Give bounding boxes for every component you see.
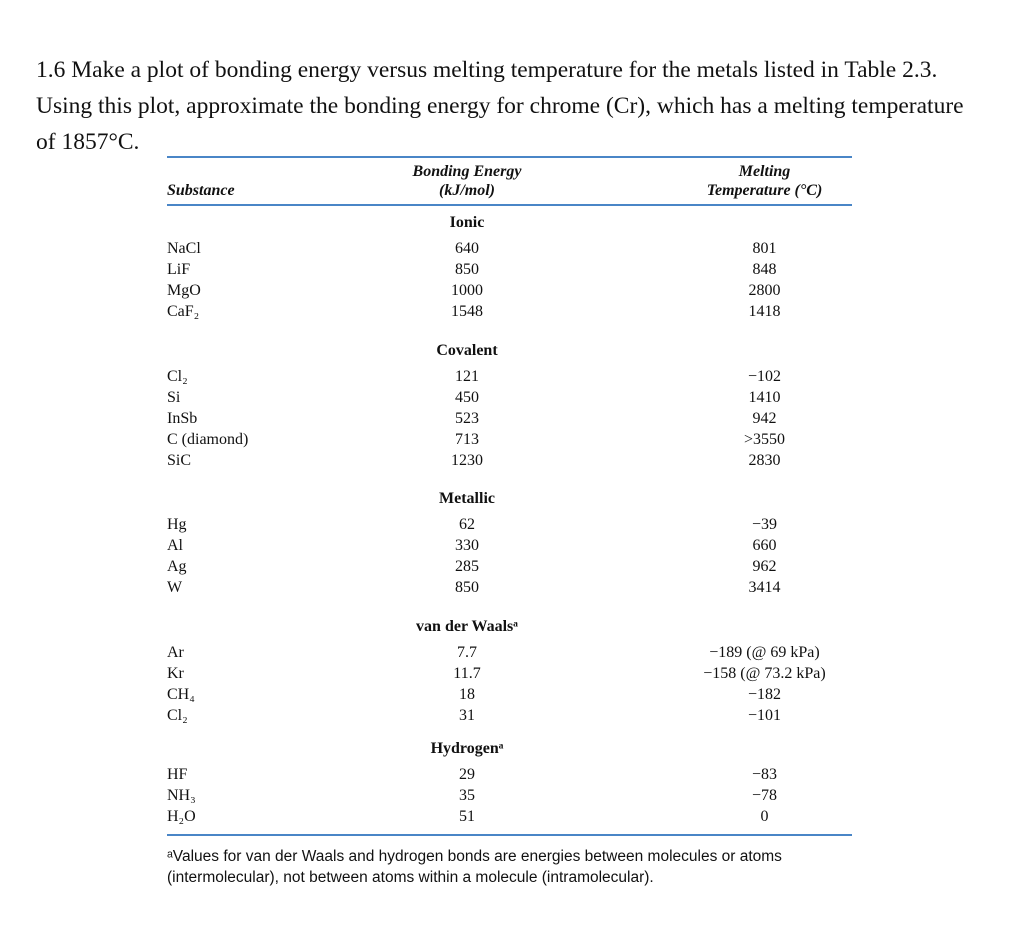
cell-substance: Ar <box>167 644 184 661</box>
cell-bonding-energy: 330 <box>455 537 479 554</box>
footnote-line-1: ᵃValues for van der Waals and hydrogen bonds are energies between molecules or atoms <box>167 848 782 865</box>
header-melting-line2: Temperature (°C) <box>706 182 823 199</box>
table-body <box>167 206 852 834</box>
table-row <box>167 537 852 558</box>
cell-bonding-energy: 121 <box>455 368 479 385</box>
table-row <box>167 766 852 787</box>
cell-substance: MgO <box>167 282 201 299</box>
cell-bonding-energy: 850 <box>455 579 479 596</box>
cell-melting-temperature: −189 (@ 69 kPa) <box>709 644 820 661</box>
question-line-1: 1.6 Make a plot of bonding energy versus melting temperature for the metals listed in Table 2.3. <box>36 57 938 83</box>
table-row <box>167 579 852 600</box>
table-row <box>167 240 852 261</box>
header-bonding-energy <box>377 162 557 200</box>
cell-bonding-energy: 18 <box>459 686 475 703</box>
cell-melting-temperature: −101 <box>747 707 782 724</box>
cell-bonding-energy: 62 <box>459 516 475 533</box>
group-title: Ionic <box>449 214 485 231</box>
cell-bonding-energy: 31 <box>459 707 475 724</box>
cell-melting-temperature: 0 <box>760 808 769 825</box>
cell-substance: Kr <box>167 665 184 682</box>
cell-bonding-energy: 35 <box>459 787 475 804</box>
table-row <box>167 644 852 665</box>
table-header <box>167 158 852 204</box>
header-bonding-line1: Bonding Energy <box>412 163 522 180</box>
table-row <box>167 665 852 686</box>
cell-melting-temperature: −102 <box>747 368 782 385</box>
table-row <box>167 686 852 707</box>
cell-melting-temperature: 942 <box>752 410 777 427</box>
table-row <box>167 368 852 389</box>
cell-bonding-energy: 1548 <box>451 303 483 320</box>
footnote-line-2: (intermolecular), not between atoms within a molecule (intramolecular). <box>167 869 654 886</box>
cell-substance: CaF₂ <box>167 303 200 320</box>
cell-substance: Al <box>167 537 183 554</box>
cell-melting-temperature: 1418 <box>748 303 781 320</box>
table-bottom-rule <box>167 834 852 836</box>
cell-melting-temperature: 962 <box>752 558 777 575</box>
cell-substance: Si <box>167 389 181 406</box>
cell-bonding-energy: 523 <box>455 410 479 427</box>
table-row <box>167 261 852 282</box>
cell-melting-temperature: −78 <box>751 787 778 804</box>
cell-bonding-energy: 450 <box>455 389 479 406</box>
header-substance: Substance <box>167 182 235 199</box>
table-row <box>167 282 852 303</box>
cell-bonding-energy: 713 <box>455 431 479 448</box>
table-row <box>167 558 852 579</box>
table-row <box>167 303 852 324</box>
cell-melting-temperature: −182 <box>747 686 782 703</box>
cell-melting-temperature: 2830 <box>748 452 781 469</box>
cell-substance: NH₃ <box>167 787 196 804</box>
header-melting-temperature <box>677 162 852 200</box>
cell-substance: SiC <box>167 452 192 469</box>
cell-bonding-energy: 11.7 <box>453 665 481 682</box>
cell-bonding-energy: 640 <box>455 240 479 257</box>
cell-bonding-energy: 1000 <box>451 282 483 299</box>
group-title: van der Waalsᵃ <box>416 618 518 635</box>
cell-substance: C (diamond) <box>167 431 249 448</box>
cell-substance: H₂O <box>167 808 196 825</box>
group-title: Metallic <box>439 490 495 507</box>
cell-bonding-energy: 285 <box>455 558 479 575</box>
cell-bonding-energy: 51 <box>459 808 475 825</box>
header-melting-line1: Melting <box>738 163 791 180</box>
question-line-3: of 1857°C. <box>36 129 140 155</box>
cell-bonding-energy: 7.7 <box>457 644 477 661</box>
cell-substance: CH₄ <box>167 686 195 703</box>
table-row <box>167 452 852 473</box>
group-title: Covalent <box>436 342 498 359</box>
table-row <box>167 787 852 808</box>
table-row <box>167 410 852 431</box>
header-bonding-line2: (kJ/mol) <box>439 182 495 199</box>
cell-substance: Ag <box>167 558 187 575</box>
question-text <box>36 52 1006 160</box>
question-line-2: Using this plot, approximate the bonding energy for chrome (Cr), which has a melting temperature <box>36 93 964 119</box>
cell-melting-temperature: 660 <box>752 537 777 554</box>
cell-melting-temperature: −83 <box>751 766 778 783</box>
cell-melting-temperature: 801 <box>752 240 777 257</box>
cell-melting-temperature: 3414 <box>748 579 781 596</box>
group-title: Hydrogenᵃ <box>430 740 504 757</box>
cell-bonding-energy: 1230 <box>451 452 483 469</box>
cell-substance: NaCl <box>167 240 201 257</box>
cell-melting-temperature: >3550 <box>743 431 786 448</box>
table-row <box>167 808 852 829</box>
cell-melting-temperature: 2800 <box>748 282 781 299</box>
cell-substance: HF <box>167 766 188 783</box>
table-row <box>167 707 852 728</box>
cell-substance: LiF <box>167 261 191 278</box>
bonding-energy-table <box>167 156 852 836</box>
cell-substance: InSb <box>167 410 198 427</box>
cell-substance: Cl₂ <box>167 707 188 724</box>
cell-melting-temperature: −39 <box>751 516 778 533</box>
table-footnote <box>167 846 867 888</box>
cell-melting-temperature: 848 <box>752 261 777 278</box>
cell-substance: Cl₂ <box>167 368 188 385</box>
table-row <box>167 389 852 410</box>
cell-melting-temperature: 1410 <box>748 389 781 406</box>
cell-bonding-energy: 29 <box>459 766 475 783</box>
cell-substance: Hg <box>167 516 187 533</box>
table-row <box>167 431 852 452</box>
cell-substance: W <box>167 579 183 596</box>
cell-melting-temperature: −158 (@ 73.2 kPa) <box>703 665 826 682</box>
table-row <box>167 516 852 537</box>
cell-bonding-energy: 850 <box>455 261 479 278</box>
